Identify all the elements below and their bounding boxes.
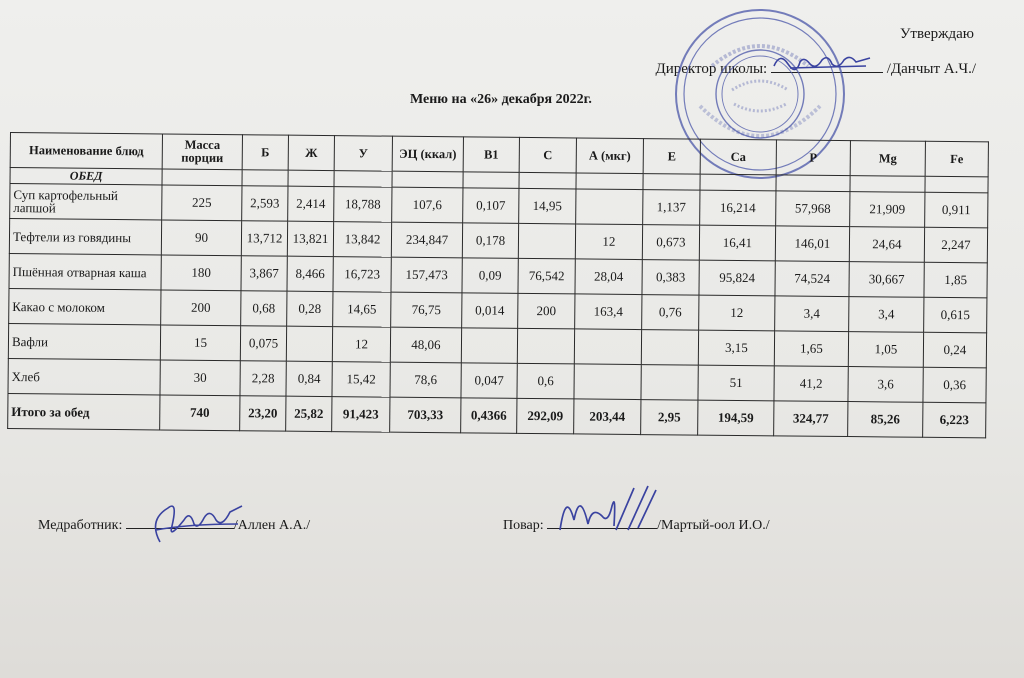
table-cell: 146,01 — [775, 226, 849, 262]
empty-cell — [288, 170, 334, 186]
table-cell: 21,909 — [850, 192, 925, 228]
medic-signature-block — [38, 514, 310, 534]
total-cell: 91,423 — [332, 397, 390, 433]
table-cell: 28,04 — [575, 259, 642, 295]
table-cell: 0,28 — [287, 291, 333, 326]
table-cell: 14,65 — [333, 292, 391, 328]
total-cell: 324,77 — [774, 401, 848, 437]
empty-cell — [776, 175, 850, 192]
table-cell: 1,65 — [774, 331, 848, 367]
empty-cell — [463, 172, 519, 189]
table-cell — [574, 329, 641, 365]
table-cell: 225 — [162, 185, 242, 221]
table-cell: 0,6 — [517, 363, 574, 399]
table-cell: 0,911 — [925, 192, 988, 228]
col-header-c: С — [519, 137, 576, 173]
table-cell — [286, 326, 332, 361]
table-cell: 12 — [699, 295, 775, 331]
dish-name: Суп картофельный лапшой — [10, 184, 162, 220]
table-cell: 0,014 — [462, 293, 518, 329]
approve-label: Утверждаю — [899, 26, 974, 42]
table-cell: 16,41 — [699, 225, 775, 261]
table-cell: 18,788 — [334, 187, 392, 223]
director-signature-line — [771, 58, 883, 73]
table-cell: 3,867 — [241, 256, 287, 291]
col-header-mass: Масса порции — [162, 134, 242, 170]
table-cell: 1,85 — [924, 262, 987, 298]
table-cell: 30,667 — [849, 262, 924, 298]
table-cell: 0,383 — [642, 260, 699, 296]
table-cell: 1,05 — [848, 332, 923, 368]
table-cell: 41,2 — [774, 366, 848, 402]
col-header-p: Р — [776, 140, 850, 176]
total-cell: 25,82 — [286, 396, 332, 431]
table-cell: 200 — [161, 290, 241, 326]
total-cell: 2,95 — [641, 400, 698, 436]
medic-signature-line — [126, 514, 234, 529]
table-cell: 74,524 — [775, 261, 849, 297]
table-cell — [576, 189, 643, 225]
table-cell: 0,107 — [463, 188, 519, 224]
cook-name: /Мартый-оол И.О./ — [657, 518, 770, 533]
table-cell: 3,4 — [775, 296, 849, 332]
table-cell: 1,137 — [643, 190, 700, 226]
table-cell: 3,4 — [849, 297, 924, 333]
empty-cell — [925, 176, 988, 193]
col-header-name: Наименование блюд — [10, 133, 162, 169]
table-cell: 15,42 — [332, 362, 390, 398]
col-header-ca: Са — [700, 139, 776, 175]
table-cell: 12 — [332, 327, 390, 363]
table-cell — [517, 328, 574, 364]
table-cell: 0,615 — [924, 297, 987, 333]
empty-cell — [519, 172, 576, 189]
dish-name: Вафли — [8, 323, 160, 359]
cook-signature-line — [547, 514, 657, 529]
table-cell — [641, 330, 698, 366]
table-cell: 48,06 — [390, 327, 461, 363]
dish-name: Хлеб — [8, 358, 160, 394]
table-cell: 51 — [698, 365, 774, 401]
empty-cell — [850, 176, 925, 193]
section-label: ОБЕД — [10, 168, 162, 185]
empty-cell — [334, 171, 392, 188]
medic-name: /Аллен А.А./ — [233, 518, 311, 533]
page-title: Меню на «26» декабря 2022г. — [410, 92, 592, 107]
table-cell: 13,712 — [241, 221, 287, 256]
table-cell: 13,842 — [333, 222, 391, 258]
col-header-mg: Mg — [850, 141, 925, 177]
empty-cell — [576, 173, 643, 190]
table-cell: 0,047 — [461, 363, 517, 399]
menu-table — [7, 132, 989, 438]
table-cell — [518, 223, 575, 259]
total-cell: 194,59 — [698, 400, 774, 436]
table-cell: 0,68 — [241, 291, 287, 326]
dish-name: Какао с молоком — [9, 288, 161, 324]
table-cell: 180 — [161, 255, 241, 291]
cook-signature-block — [503, 514, 770, 534]
table-cell: 234,847 — [391, 222, 462, 258]
cook-label: Повар: — [503, 518, 544, 533]
dish-name: Пшённая отварная каша — [9, 253, 161, 289]
table-cell: 16,214 — [700, 190, 776, 226]
dish-rows — [8, 184, 988, 403]
col-header-energy: ЭЦ (ккал) — [392, 136, 463, 172]
table-cell: 3,6 — [848, 367, 923, 403]
table-cell: 12 — [575, 224, 642, 260]
table-cell: 90 — [161, 220, 241, 256]
empty-cell — [643, 174, 700, 191]
table-cell: 107,6 — [392, 187, 463, 223]
table-cell: 57,968 — [776, 191, 850, 227]
table-cell: 0,76 — [642, 295, 699, 331]
medic-label: Медработник: — [38, 518, 123, 533]
total-cell: 6,223 — [923, 402, 986, 438]
col-header-fat: Ж — [288, 135, 334, 170]
table-cell: 16,723 — [333, 257, 391, 293]
total-cell: 0,4366 — [461, 398, 517, 434]
cook-signature-icon — [552, 480, 662, 546]
table-cell: 24,64 — [849, 227, 924, 263]
table-cell: 0,24 — [923, 332, 986, 368]
table-cell: 0,09 — [462, 258, 518, 294]
total-cell: 292,09 — [517, 398, 574, 434]
total-cell: 203,44 — [574, 399, 641, 435]
table-cell: 2,28 — [240, 361, 286, 396]
table-cell: 3,15 — [698, 330, 774, 366]
director-name: /Данчыт А.Ч./ — [886, 61, 976, 77]
table-cell: 200 — [518, 293, 575, 329]
total-label: Итого за обед — [8, 393, 160, 429]
menu-table-wrapper — [7, 132, 971, 438]
table-cell — [641, 365, 698, 401]
table-cell: 30 — [160, 360, 240, 396]
table-cell: 2,593 — [242, 186, 288, 221]
empty-cell — [392, 171, 463, 188]
table-cell: 163,4 — [575, 294, 642, 330]
table-cell: 8,466 — [287, 256, 333, 291]
table-cell: 0,673 — [642, 225, 699, 261]
empty-cell — [162, 169, 242, 186]
table-cell: 0,075 — [240, 326, 286, 361]
table-cell — [461, 328, 517, 364]
table-cell: 2,247 — [924, 227, 987, 263]
table-cell: 95,824 — [699, 260, 775, 296]
table-cell: 0,36 — [923, 367, 986, 403]
col-header-fe: Fe — [925, 141, 988, 177]
table-cell: 13,821 — [287, 221, 333, 256]
total-cell: 85,26 — [848, 402, 923, 438]
director-line — [656, 58, 977, 78]
col-header-e: Е — [643, 139, 700, 175]
empty-cell — [700, 174, 776, 191]
total-cell: 740 — [160, 395, 240, 431]
table-cell: 15 — [160, 325, 240, 361]
table-cell: 0,178 — [462, 223, 518, 259]
table-cell: 14,95 — [519, 188, 576, 224]
col-header-b1: В1 — [463, 137, 519, 173]
empty-cell — [242, 170, 288, 186]
table-cell: 157,473 — [391, 257, 462, 293]
total-cell: 703,33 — [390, 397, 461, 433]
table-cell: 76,75 — [391, 292, 462, 328]
total-cell: 23,20 — [240, 396, 286, 431]
table-cell: 78,6 — [390, 362, 461, 398]
table-cell — [574, 364, 641, 400]
director-label: Директор школы: — [655, 61, 768, 77]
dish-name: Тефтели из говядины — [9, 219, 161, 255]
table-cell: 2,414 — [288, 186, 334, 221]
col-header-a: А (мкг) — [576, 138, 643, 174]
col-header-carbs: У — [334, 136, 392, 172]
col-header-protein: Б — [242, 135, 288, 170]
table-cell: 0,84 — [286, 361, 332, 396]
table-cell: 76,542 — [518, 258, 575, 294]
